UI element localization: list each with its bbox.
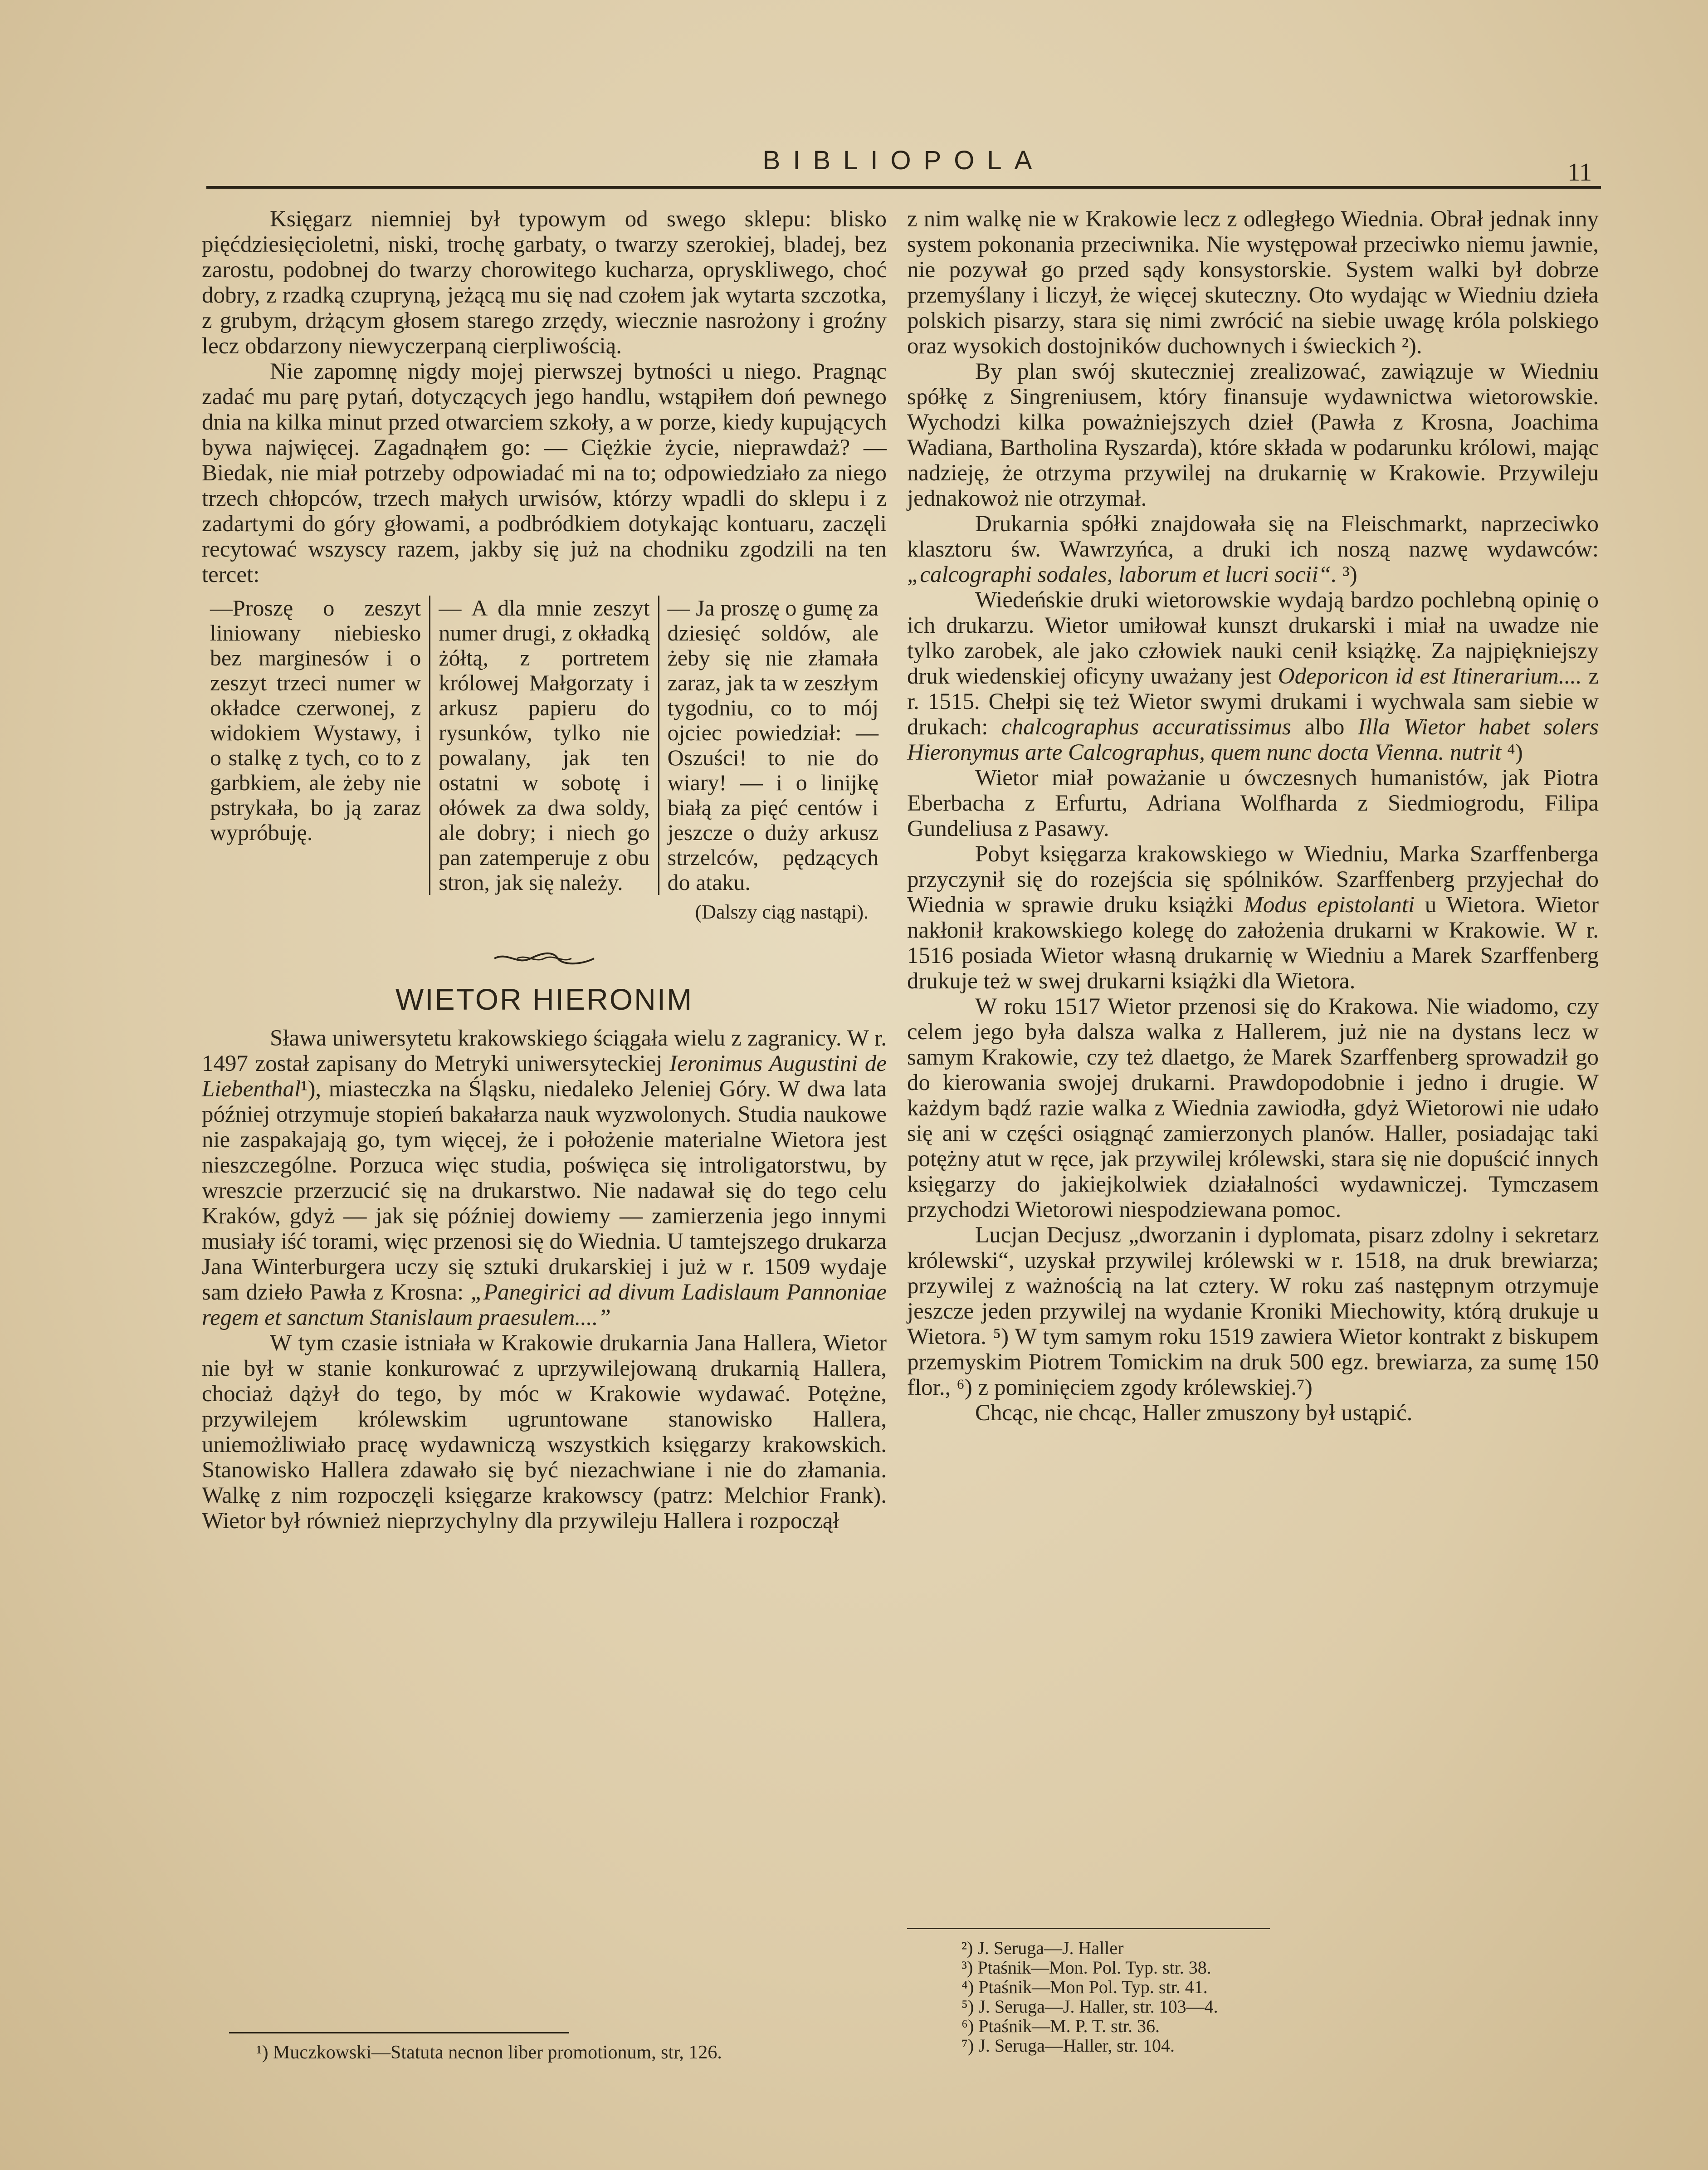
running-title: BIBLIOPOLA [762, 146, 1045, 175]
paragraph: W tym czasie istniała w Krakowie drukarnia Jana Hallera, Wietor nie był w stanie konkurować z uprzywilejowaną drukarnią Hallera, chociaż dążył do tego, by móc w Krakowie wydawać. Potężne, przywilejem królewskim ugruntowane stanowisko Hallera, uniemożliwiało pracę wydawniczą wszystkich księgarzy krakowskich. Stanowisko Hallera zdawało się być niezachwiane i nie do złamania. Walkę z nim rozpoczęli księgarze krakowscy (patrz: Melchior Frank). Wietor był również nieprzychylny dla przywileju Hallera i rozpoczął [202, 1330, 887, 1534]
footnote: ⁴) Ptaśnik—Mon Pol. Typ. str. 41. [961, 1977, 1208, 1997]
paragraph [907, 587, 1599, 765]
tercet-text: — A dla mnie zeszyt numer drugi, z okładką żółtą, z portretem królowej Małgorzaty i arkusz papieru do rysunków, tylko nie powalany, jak ten ostatni w sobotę i ołówek za dwa soldy, ale dobry; i niech go pan zatemperuje z obu stron, jak się należy. [439, 595, 650, 895]
footnote: ³) Ptaśnik—Mon. Pol. Typ. str. 38. [961, 1957, 1211, 1978]
paragraph [907, 841, 1599, 994]
page-number: 11 [1567, 158, 1592, 186]
italic-run: chalcographus accuratissimus [1001, 714, 1291, 740]
paragraph: Księgarz niemniej był typowym od swego sklepu: blisko pięćdziesięcioletni, niski, trochę garbaty, o twarzy szerokiej, bladej, bez zarostu, podobnej do twarzy chorowitego kucharza, opryskliwego, choć dobry, z rzadką czupryną, jeżącą mu się nad czołem jak wytarta szczotka, z grubym, drżącym głosem starego zrzędy, wiecznie nasrożony i groźny lecz obdarzony niewyczerpaną cierpliwością. [202, 206, 887, 359]
paragraph: z nim walkę nie w Krakowie lecz z odległego Wiednia. Obrał jednak inny system pokonania przeciwnika. Nie występował przeciwko niemu jawnie, nie pozywał go przed sądy konsystorskie. System walki był dobrze przemyślany i liczył, że więcej skuteczny. Oto wydając w Wiedniu dzieła polskich pisarzy, stara się nimi zwrócić na siebie uwagę króla polskiego oraz wysokich dostojników duchownych i świeckich ²). [907, 206, 1599, 359]
right-column [907, 206, 1599, 1426]
text-run: ⁴) [1507, 740, 1523, 765]
page-header [206, 145, 1601, 189]
italic-run: „Panegirici ad divum Ladislaum Pannoniae regem et sanctum Stanislaum praesulem....” [202, 1280, 887, 1330]
tercet-columns [202, 596, 887, 895]
tercet-text: — Ja proszę o gumę za dziesięć soldów, ale żeby się nie złamała zaraz, jak ta w zeszłym tygodniu, co to mój ojciec powiedział: — Oszuści! to nie do wiary! — i o linijkę białą za pięć centów i jeszcze o duży arkusz strzelców, pędzących do ataku. [667, 595, 878, 895]
italic-run: Odeporicon id est Itinerarium.... [1278, 664, 1582, 689]
footnote: ⁵) J. Seruga—J. Haller, str. 103—4. [961, 1996, 1218, 2017]
tercet-column-3 [658, 596, 887, 895]
text-run: Drukarnia spółki znajdowała się na Fleischmarkt, naprzeciwko klasztoru św. Wawrzyńca, a druki ich noszą nazwę wydawców: [907, 511, 1599, 562]
footnote: ²) J. Seruga—J. Haller [961, 1938, 1124, 1958]
italic-run: Illa Wietor habet solers Hieronymus arte Calcographus, quem nunc docta Vienna. nutrit [907, 714, 1599, 765]
tercet-column-2 [429, 596, 658, 895]
paragraph: Nie zapomnę nigdy mojej pierwszej bytności u niego. Pragnąc zadać mu parę pytań, dotyczących jego handlu, wstąpiłem doń pewnego dnia na kilka minut przed otwarciem szkoły, a w porze, kiedy kupujących bywa najwięcej. Zagadnąłem go: — Ciężkie życie, nieprawdaż? — Biedak, nie miał potrzeby odpowiadać mi na to; odpowiedziało za niego trzech chłopców, trzech małych urwisów, którzy wpadli do sklepu i z zadartymi do góry głowami, a podbródkiem dotykając kontuaru, zaczęli recytować wszyscy razem, jakby się już na chodniku zgodzili na ten tercet: [202, 359, 887, 587]
italic-run: Modus epistolanti [1244, 892, 1415, 918]
tercet-column-1 [202, 596, 429, 895]
left-column [202, 206, 887, 1534]
article-title: WIETOR HIERONIM [395, 982, 693, 1016]
ornament-divider-icon [202, 948, 887, 973]
paragraph [907, 511, 1599, 587]
footnote-rule [229, 2032, 569, 2033]
paragraph: By plan swój skuteczniej zrealizować, zawiązuje w Wiedniu spółkę z Singreniusem, który finansuje wydawnictwa wietorowskie. Wychodzi kilka poważniejszych dzieł (Pawła z Krosna, Joachima Wadiana, Bartholina Ryszarda), które składa w podarunku królowi, mając nadzieję, że otrzyma przywilej na drukarnię w Krakowie. Przywileju jednakowoż nie otrzymał. [907, 359, 1599, 511]
right-footnotes [907, 1928, 1542, 2055]
left-footnotes [202, 2032, 882, 2063]
paragraph [202, 1026, 887, 1330]
text-run: u Wietora. Wietor nakłonił krakowskiego kolegę do założenia drukarni w Krakowie. W r. 1516 posiada Wietor własną drukarnię w Wiedniu a Marek Szarffenberg drukuje też w swej drukarni książki dla Wietora. [907, 892, 1599, 994]
text-run: ¹), miasteczka na Śląsku, niedaleko Jeleniej Góry. W dwa lata później otrzymuje stopień bakałarza nauk wyzwolonych. Studia naukowe nie zaspakajają go, tym więcej, że i położenie materialne Wietora jest nieszczególne. Porzuca więc studia, poświęca się introligatorstwu, by wreszcie przerzucić się na drukarstwo. Nie nadawał się do tego celu Kraków, gdyż — jak się później dowiemy — zamierzenia jego innymi musiały iść torami, więc przenosi się do Wiednia. U tamtejszego drukarza Jana Winterburgera uczy się sztuki drukarskiej i już w r. 1509 wydaje sam dzieło Pawła z Krosna: [202, 1076, 887, 1305]
paragraph: W roku 1517 Wietor przenosi się do Krakowa. Nie wiadomo, czy celem jego była dalsza walka z Hallerem, już nie na dystans lecz w samym Krakowie, czy też dlaetgo, że Marek Szarffenberg sprowadził go do kierowania swojej drukarni. Prawdopodobnie i jedno i drugie. W każdym bądź razie walka z Wiednia zawiodła, gdyż Wietorowi nie udało się ani w części osiągnąć zamierzonych planów. Haller, posiadając taki potężny atut w ręce, jak przywilej królewski, stara się nie dopuścić innych księgarzy do jakiejkolwiek działalności wydawniczej. Tymczasem przychodzi Wietorowi niespodziewana pomoc. [907, 994, 1599, 1222]
footnote: ⁶) Ptaśnik—M. P. T. str. 36. [961, 2016, 1160, 2036]
text-run: ³) [1342, 562, 1357, 587]
tercet-text: —Proszę o zeszyt liniowany niebiesko bez marginesów i o zeszyt trzeci numer w okładce czerwonej, z widokiem Wystawy, i o stalkę z tych, co to z garbkiem, ale żeby nie pstrykała, bo ją zaraz wypróbuję. [210, 595, 421, 845]
italic-run: „calcographi sodales, laborum et lucri socii“. [907, 562, 1337, 587]
paragraph: Chcąc, nie chcąc, Haller zmuszony był ustąpić. [975, 1400, 1413, 1426]
text-run: albo [1304, 714, 1345, 740]
text-run: Pobyt księgarza krakowskiego w Wiedniu, Marka Szarffenberga przyczynił się do rozejścia się spólników. Szarffenberg przyjechał do Wiednia w sprawie druku książki [907, 841, 1599, 918]
continued-note: (Dalszy ciąg nastąpi). [695, 901, 869, 923]
text-run: z r. 1515. Chełpi się też Wietor swymi drukami i wychwala sam siebie w drukach: [907, 664, 1599, 740]
text-run: Wiedeńskie druki wietorowskie wydają bardzo pochlebną opinię o ich drukarzu. Wietor umiłował kunszt drukarski i miał na uwadze nie tylko zarobek, ale jako człowiek nauki cenił książkę. Za najpiękniejszy druk wiedenskiej oficyny uważany jest [907, 587, 1599, 689]
footnote: ¹) Muczkowski—Statuta necnon liber promotionum, str, 126. [256, 2042, 722, 2063]
text-run: Sława uniwersytetu krakowskiego ściągała wielu z zagranicy. W r. 1497 został zapisany do Metryki uniwersyteckiej [202, 1026, 887, 1076]
footnote: ⁷) J. Seruga—Haller, str. 104. [961, 2035, 1175, 2056]
italic-run: Ieronimus Augustini de Liebenthal [202, 1051, 887, 1102]
footnote-rule [907, 1928, 1270, 1929]
paragraph: Wietor miał poważanie u ówczesnych humanistów, jak Piotra Eberbacha z Erfurtu, Adriana Wolfharda z Siedmiogrodu, Filipa Gundeliusa z Pasawy. [907, 765, 1599, 841]
paragraph: Lucjan Decjusz „dworzanin i dyplomata, pisarz zdolny i sekretarz królewski“, uzyskał przywilej królewski w r. 1518, na druk brewiarza; przywilej z ważnością na lat cztery. W roku zaś następnym otrzymuje jeszcze jeden przywilej na wydanie Kroniki Miechowity, którą drukuje u Wietora. ⁵) W tym samym roku 1519 zawiera Wietor kontrakt z biskupem przemyskim Piotrem Tomickim na druk 500 egz. brewiarza, za sumę 150 flor., ⁶) z pominięciem zgody królewskiej.⁷) [907, 1222, 1599, 1400]
